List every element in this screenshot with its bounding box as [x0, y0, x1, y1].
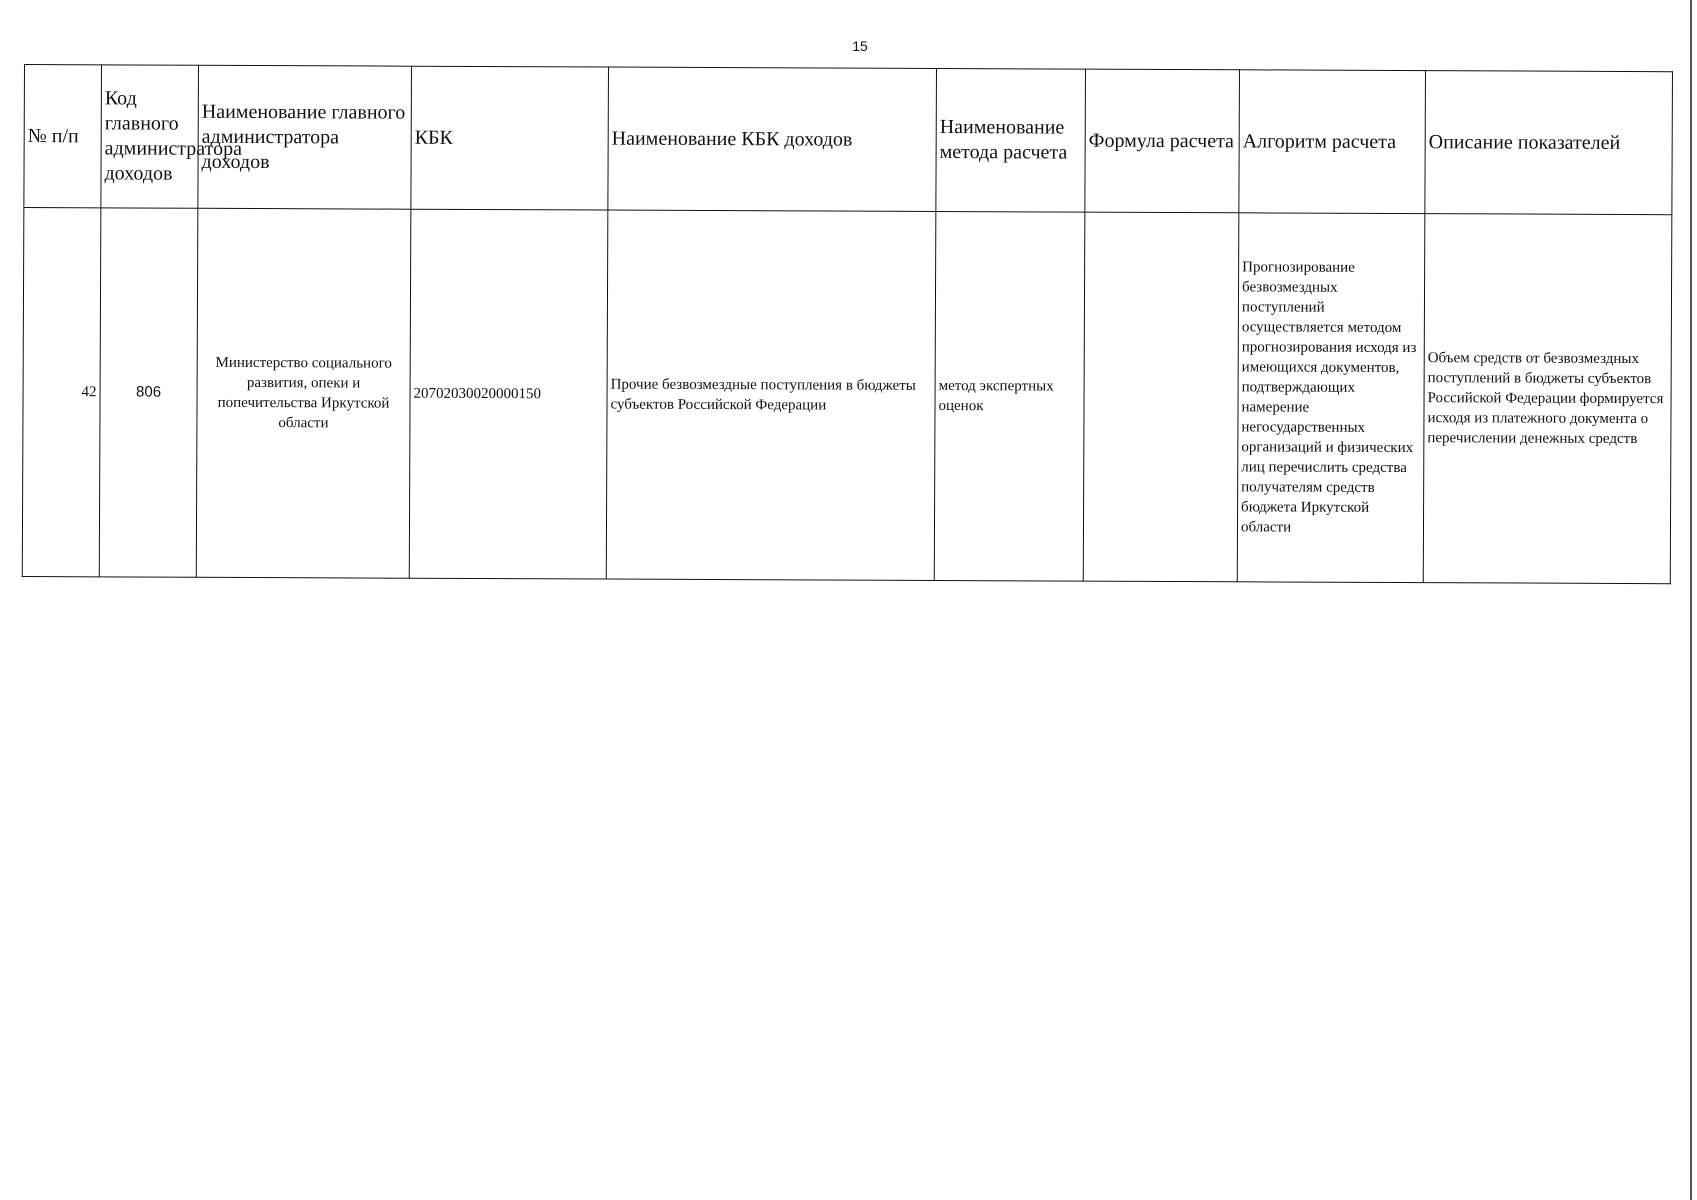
cell-description: Объем средств от безвозмездных поступлений в бюджеты субъектов Российской Федерации формируется исходя из платежного документа о перечислении денежных средств	[1423, 214, 1672, 584]
table-row	[22, 208, 1672, 584]
page-edge-line	[1690, 0, 1692, 1200]
cell-formula	[1083, 212, 1239, 582]
header-kbk-name: Наименование КБК доходов	[608, 67, 937, 211]
cell-method: метод экспертных оценок	[934, 211, 1085, 581]
header-algorithm: Алгоритм расчета	[1239, 70, 1426, 214]
header-method: Наименование метода расчета	[936, 68, 1086, 212]
cell-kbk-name: Прочие безвозмездные поступления в бюджеты субъектов Российской Федерации	[606, 210, 936, 580]
header-admin-name: Наименование главного администратора доходов	[198, 65, 412, 209]
header-admin-code: Код главного администратора доходов	[101, 65, 199, 208]
header-description: Описание показателей	[1425, 71, 1673, 215]
cell-kbk: 20702030020000150	[409, 209, 608, 579]
page-number: 15	[852, 38, 868, 54]
income-forecast-table	[22, 64, 1673, 584]
header-row-number: № п/п	[24, 65, 102, 208]
cell-row-number: 42	[22, 208, 101, 577]
table-header-row	[24, 65, 1673, 215]
header-formula: Формула расчета	[1085, 69, 1240, 213]
cell-admin-name: Министерство социального развития, опеки и попечительства Иркутской области	[196, 208, 411, 578]
header-kbk: КБК	[411, 66, 609, 210]
cell-admin-code: 806	[99, 208, 198, 577]
cell-algorithm: Прогнозирование безвозмездных поступлений осуществляется методом прогнозирования исходя из имеющихся документов, подтверждающих намерение негосударственных организаций и физических лиц перечислить средства получателям средств бюджета Иркутской области	[1237, 213, 1425, 583]
